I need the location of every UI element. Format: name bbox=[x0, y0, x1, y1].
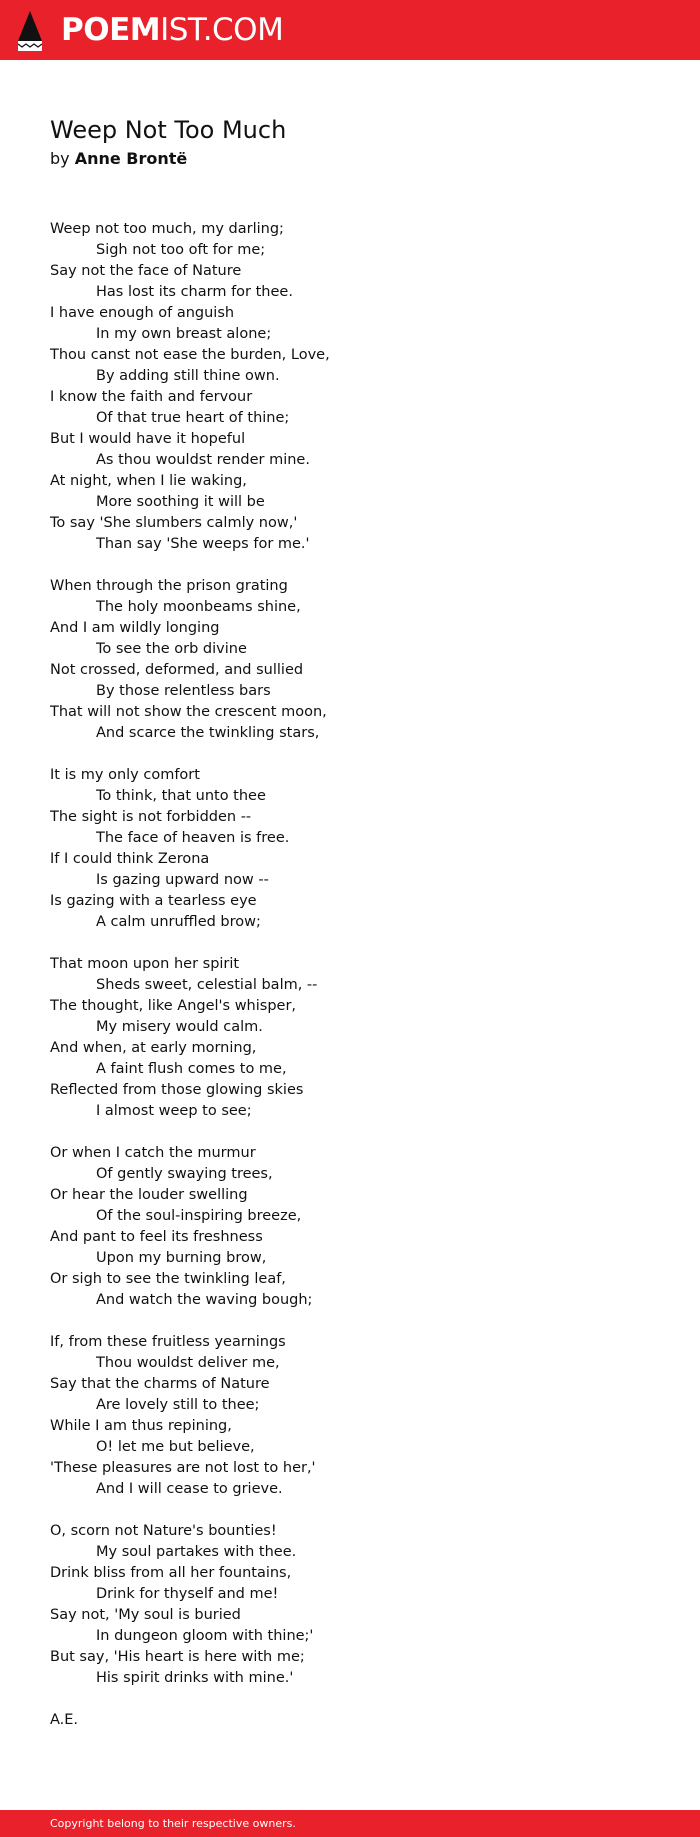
poem-line: Of the soul-inspiring breeze, bbox=[96, 1208, 302, 1224]
poem-title: Weep Not Too Much bbox=[50, 116, 287, 144]
site-header bbox=[0, 0, 700, 60]
poem-line: By adding still thine own. bbox=[96, 368, 280, 384]
poem-signature: A.E. bbox=[50, 1712, 79, 1728]
poem-line: If I could think Zerona bbox=[50, 851, 210, 867]
poem-line: But say, 'His heart is here with me; bbox=[50, 1649, 305, 1665]
poem-stanza bbox=[50, 1521, 650, 1689]
poem-line: Reflected from those glowing skies bbox=[50, 1082, 304, 1098]
logo-text-bold: POEM bbox=[61, 12, 161, 48]
poem-author[interactable]: Anne Brontë bbox=[74, 149, 188, 168]
poem-line: 'These pleasures are not lost to her,' bbox=[50, 1460, 316, 1476]
poem-line: Say that the charms of Nature bbox=[50, 1376, 270, 1392]
poem-line: And watch the waving bough; bbox=[96, 1292, 313, 1308]
poem-byline bbox=[50, 148, 187, 170]
poem-line: Thou canst not ease the burden, Love, bbox=[50, 347, 330, 363]
poem-line: His spirit drinks with mine.' bbox=[96, 1670, 294, 1686]
site-logo[interactable] bbox=[61, 10, 283, 50]
poem-line: When through the prison grating bbox=[50, 578, 288, 594]
poem-line: In dungeon gloom with thine;' bbox=[96, 1628, 314, 1644]
poem-line: More soothing it will be bbox=[96, 494, 265, 510]
poem-line: A faint flush comes to me, bbox=[96, 1061, 287, 1077]
poem-line: O! let me but believe, bbox=[96, 1439, 255, 1455]
poem-stanza bbox=[50, 954, 650, 1122]
poem-line: My misery would calm. bbox=[96, 1019, 263, 1035]
poem-line: My soul partakes with thee. bbox=[96, 1544, 297, 1560]
poem-line: To think, that unto thee bbox=[96, 788, 266, 804]
poem-line: Or hear the louder swelling bbox=[50, 1187, 248, 1203]
poem-line: Is gazing upward now -- bbox=[96, 872, 269, 888]
poem-line: I almost weep to see; bbox=[96, 1103, 252, 1119]
pencil-tip-icon[interactable] bbox=[18, 11, 42, 51]
poem-line: The thought, like Angel's whisper, bbox=[50, 998, 297, 1014]
poem-line: The face of heaven is free. bbox=[96, 830, 290, 846]
poem-body bbox=[50, 219, 650, 1731]
poem-line: O, scorn not Nature's bounties! bbox=[50, 1523, 277, 1539]
poem-line: By those relentless bars bbox=[96, 683, 271, 699]
poem-stanza bbox=[50, 1332, 650, 1500]
poem-line: Or when I catch the murmur bbox=[50, 1145, 256, 1161]
poem-line: Upon my burning brow, bbox=[96, 1250, 267, 1266]
poem-line: Drink for thyself and me! bbox=[96, 1586, 279, 1602]
poem-line: Has lost its charm for thee. bbox=[96, 284, 293, 300]
poem-line: The sight is not forbidden -- bbox=[50, 809, 252, 825]
poem-line: Is gazing with a tearless eye bbox=[50, 893, 257, 909]
poem-stanza bbox=[50, 576, 650, 744]
poem-line: At night, when I lie waking, bbox=[50, 473, 247, 489]
poem-line: To say 'She slumbers calmly now,' bbox=[50, 515, 298, 531]
poem-line: In my own breast alone; bbox=[96, 326, 272, 342]
poem-line: And I am wildly longing bbox=[50, 620, 220, 636]
poem-line: While I am thus repining, bbox=[50, 1418, 232, 1434]
poem-line: It is my only comfort bbox=[50, 767, 200, 783]
poem-line: And pant to feel its freshness bbox=[50, 1229, 263, 1245]
poem-line: I know the faith and fervour bbox=[50, 389, 253, 405]
poem-line: And when, at early morning, bbox=[50, 1040, 257, 1056]
poem-line: To see the orb divine bbox=[96, 641, 247, 657]
copyright-text: Copyright belong to their respective owners. bbox=[50, 1817, 296, 1830]
poem-line: Say not, 'My soul is buried bbox=[50, 1607, 241, 1623]
poem-line: Of gently swaying trees, bbox=[96, 1166, 273, 1182]
poem-line: As thou wouldst render mine. bbox=[96, 452, 310, 468]
poem-line: A calm unruffled brow; bbox=[96, 914, 261, 930]
site-footer bbox=[0, 1810, 700, 1837]
poem-line: Not crossed, deformed, and sullied bbox=[50, 662, 304, 678]
poem-line: I have enough of anguish bbox=[50, 305, 235, 321]
poem-line: And I will cease to grieve. bbox=[96, 1481, 283, 1497]
poem-line: The holy moonbeams shine, bbox=[96, 599, 301, 615]
poem-line: Than say 'She weeps for me.' bbox=[96, 536, 310, 552]
poem-line: If, from these fruitless yearnings bbox=[50, 1334, 286, 1350]
poem-stanza bbox=[50, 219, 650, 555]
poem-line: That moon upon her spirit bbox=[50, 956, 240, 972]
poem-line: Or sigh to see the twinkling leaf, bbox=[50, 1271, 286, 1287]
poem-line: Of that true heart of thine; bbox=[96, 410, 290, 426]
poem-line: Drink bliss from all her fountains, bbox=[50, 1565, 292, 1581]
by-label: by bbox=[50, 149, 70, 168]
poem-line: And scarce the twinkling stars, bbox=[96, 725, 320, 741]
poem-stanza bbox=[50, 765, 650, 933]
poem-line: Say not the face of Nature bbox=[50, 263, 242, 279]
poem-line: Sheds sweet, celestial balm, -- bbox=[96, 977, 318, 993]
poem-line: Are lovely still to thee; bbox=[96, 1397, 260, 1413]
poem-stanza bbox=[50, 1143, 650, 1311]
poem-line: Thou wouldst deliver me, bbox=[96, 1355, 280, 1371]
logo-text-light: IST.COM bbox=[160, 12, 284, 48]
poem-line: That will not show the crescent moon, bbox=[50, 704, 327, 720]
poem-line: Weep not too much, my darling; bbox=[50, 221, 284, 237]
poem-line: But I would have it hopeful bbox=[50, 431, 246, 447]
poem-line: Sigh not too oft for me; bbox=[96, 242, 266, 258]
